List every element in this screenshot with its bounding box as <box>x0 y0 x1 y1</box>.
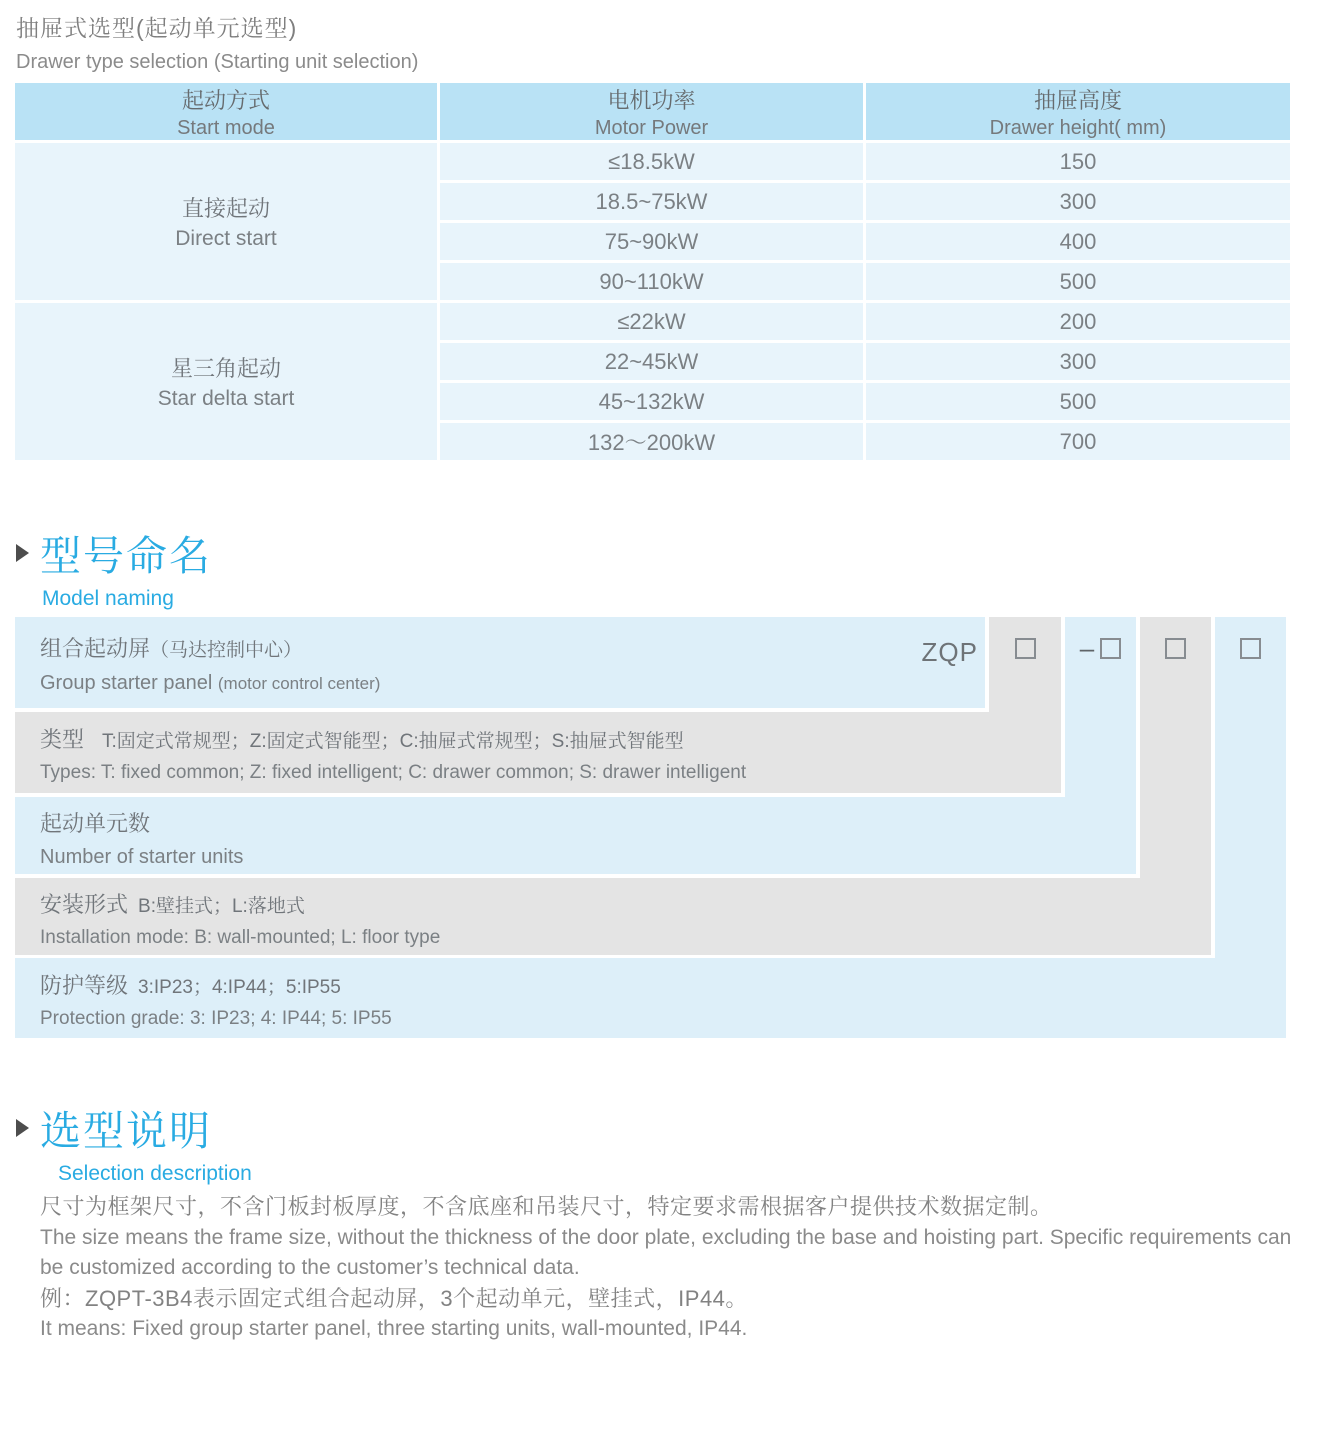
col-header-en: Drawer height( mm) <box>989 116 1167 139</box>
page-title <box>16 10 418 74</box>
power-cell: 18.5~75kW <box>440 183 863 220</box>
power-cell: ≤22kW <box>440 303 863 340</box>
row-en: Installation mode: B: wall-mounted; L: floor type <box>40 927 441 948</box>
power-cell: ≤18.5kW <box>440 143 863 180</box>
power-cell: 90~110kW <box>440 263 863 300</box>
row-en-note: (motor control center) <box>217 674 381 693</box>
col-header-en: Motor Power <box>594 116 709 139</box>
code-box-installation <box>1165 638 1186 659</box>
row-zh-label: 起动单元数 <box>40 811 151 836</box>
height-cell: 300 <box>866 343 1290 380</box>
height-cell: 200 <box>866 303 1290 340</box>
section-title-en: Model naming <box>42 587 174 610</box>
code-dash: – <box>1079 633 1095 663</box>
col-header-zh: 起动方式 <box>181 87 270 113</box>
col-header-start-mode <box>15 83 437 140</box>
naming-row-protection <box>15 958 1286 1038</box>
height-cell: 700 <box>866 423 1290 460</box>
section-arrow-icon <box>16 544 29 562</box>
row-zh-note: T:固定式常规型；Z:固定式智能型；C:抽屉式常规型；S:抽屉式智能型 <box>102 731 684 752</box>
height-cell: 400 <box>866 223 1290 260</box>
code-box-type <box>1015 638 1036 659</box>
row-en-label: Group starter panel <box>40 672 213 694</box>
power-cell: 132～200kW <box>440 423 863 460</box>
row-zh-label: 防护等级 <box>40 973 129 998</box>
naming-row-units <box>15 797 1136 874</box>
section-title-zh: 型号命名 <box>40 533 212 579</box>
code-column-protection <box>1215 617 1286 958</box>
selection-description-body <box>40 1192 1292 1344</box>
mode-cell-direct-start <box>15 143 437 300</box>
col-header-zh: 电机功率 <box>607 87 696 113</box>
height-cell: 300 <box>866 183 1290 220</box>
row-en: Number of starter units <box>40 846 244 868</box>
code-column-units <box>1065 617 1136 797</box>
height-cell: 150 <box>866 143 1290 180</box>
power-cell: 75~90kW <box>440 223 863 260</box>
col-header-motor-power <box>440 83 863 140</box>
row-en: Protection grade: 3: IP23; 4: IP44; 5: IP55 <box>40 1008 392 1029</box>
page-title-zh: 抽屉式选型(起动单元选型) <box>16 15 298 41</box>
row-zh-note: （马达控制中心） <box>150 640 303 661</box>
example-line-en: It means: Fixed group starter panel, three starting units, wall-mounted, IP44. <box>40 1317 748 1340</box>
section-selection-description-heading <box>16 1098 252 1186</box>
mode-cell-star-delta-start <box>15 303 437 460</box>
code-box-protection <box>1240 638 1261 659</box>
naming-row-type <box>15 712 1061 793</box>
code-box-units <box>1100 638 1121 659</box>
description-line-zh: 尺寸为框架尺寸，不含门板封板厚度，不含底座和吊装尺寸，特定要求需根据客户提供技术数据定制。 <box>40 1194 1053 1219</box>
height-cell: 500 <box>866 383 1290 420</box>
code-column-installation <box>1140 617 1211 878</box>
mode-en: Star delta start <box>157 387 295 410</box>
model-naming-diagram <box>15 617 1290 1040</box>
mode-zh: 星三角起动 <box>170 356 281 381</box>
naming-row-installation <box>15 878 1211 955</box>
mode-zh: 直接起动 <box>181 196 270 221</box>
col-header-zh: 抽屉高度 <box>1033 87 1122 113</box>
section-title-en: Selection description <box>58 1162 252 1185</box>
row-zh-label: 安装形式 <box>40 892 129 917</box>
row-en: Types: T: fixed common; Z: fixed intelligent; C: drawer common; S: drawer intelligent <box>40 762 747 783</box>
drawer-selection-table <box>15 83 1290 460</box>
mode-en: Direct start <box>175 227 277 250</box>
row-zh-label: 类型 <box>40 727 85 752</box>
section-arrow-icon <box>16 1119 29 1137</box>
col-header-en: Start mode <box>177 116 275 139</box>
power-cell: 45~132kW <box>440 383 863 420</box>
section-title-zh: 选型说明 <box>40 1108 212 1154</box>
naming-row-product <box>15 617 985 708</box>
row-zh-label: 组合起动屏 <box>40 636 151 661</box>
section-model-naming-heading <box>16 523 212 611</box>
code-column-type <box>989 617 1061 712</box>
row-zh-note: 3:IP23；4:IP44；5:IP55 <box>138 977 341 998</box>
power-cell: 22~45kW <box>440 343 863 380</box>
col-header-drawer-height <box>866 83 1290 140</box>
description-line-en: The size means the frame size, without the thickness of the door plate, excluding the base and hoisting part. Specific requirements can be customized according to the customer’s technical data. <box>40 1226 1292 1279</box>
model-code-prefix: ZQP <box>921 637 978 667</box>
example-line-zh: 例：ZQPT-3B4表示固定式组合起动屏，3个起动单元，壁挂式，IP44。 <box>40 1286 748 1311</box>
height-cell: 500 <box>866 263 1290 300</box>
page-title-en: Drawer type selection (Starting unit selection) <box>16 51 419 73</box>
row-zh-note: B:壁挂式；L:落地式 <box>138 896 305 917</box>
